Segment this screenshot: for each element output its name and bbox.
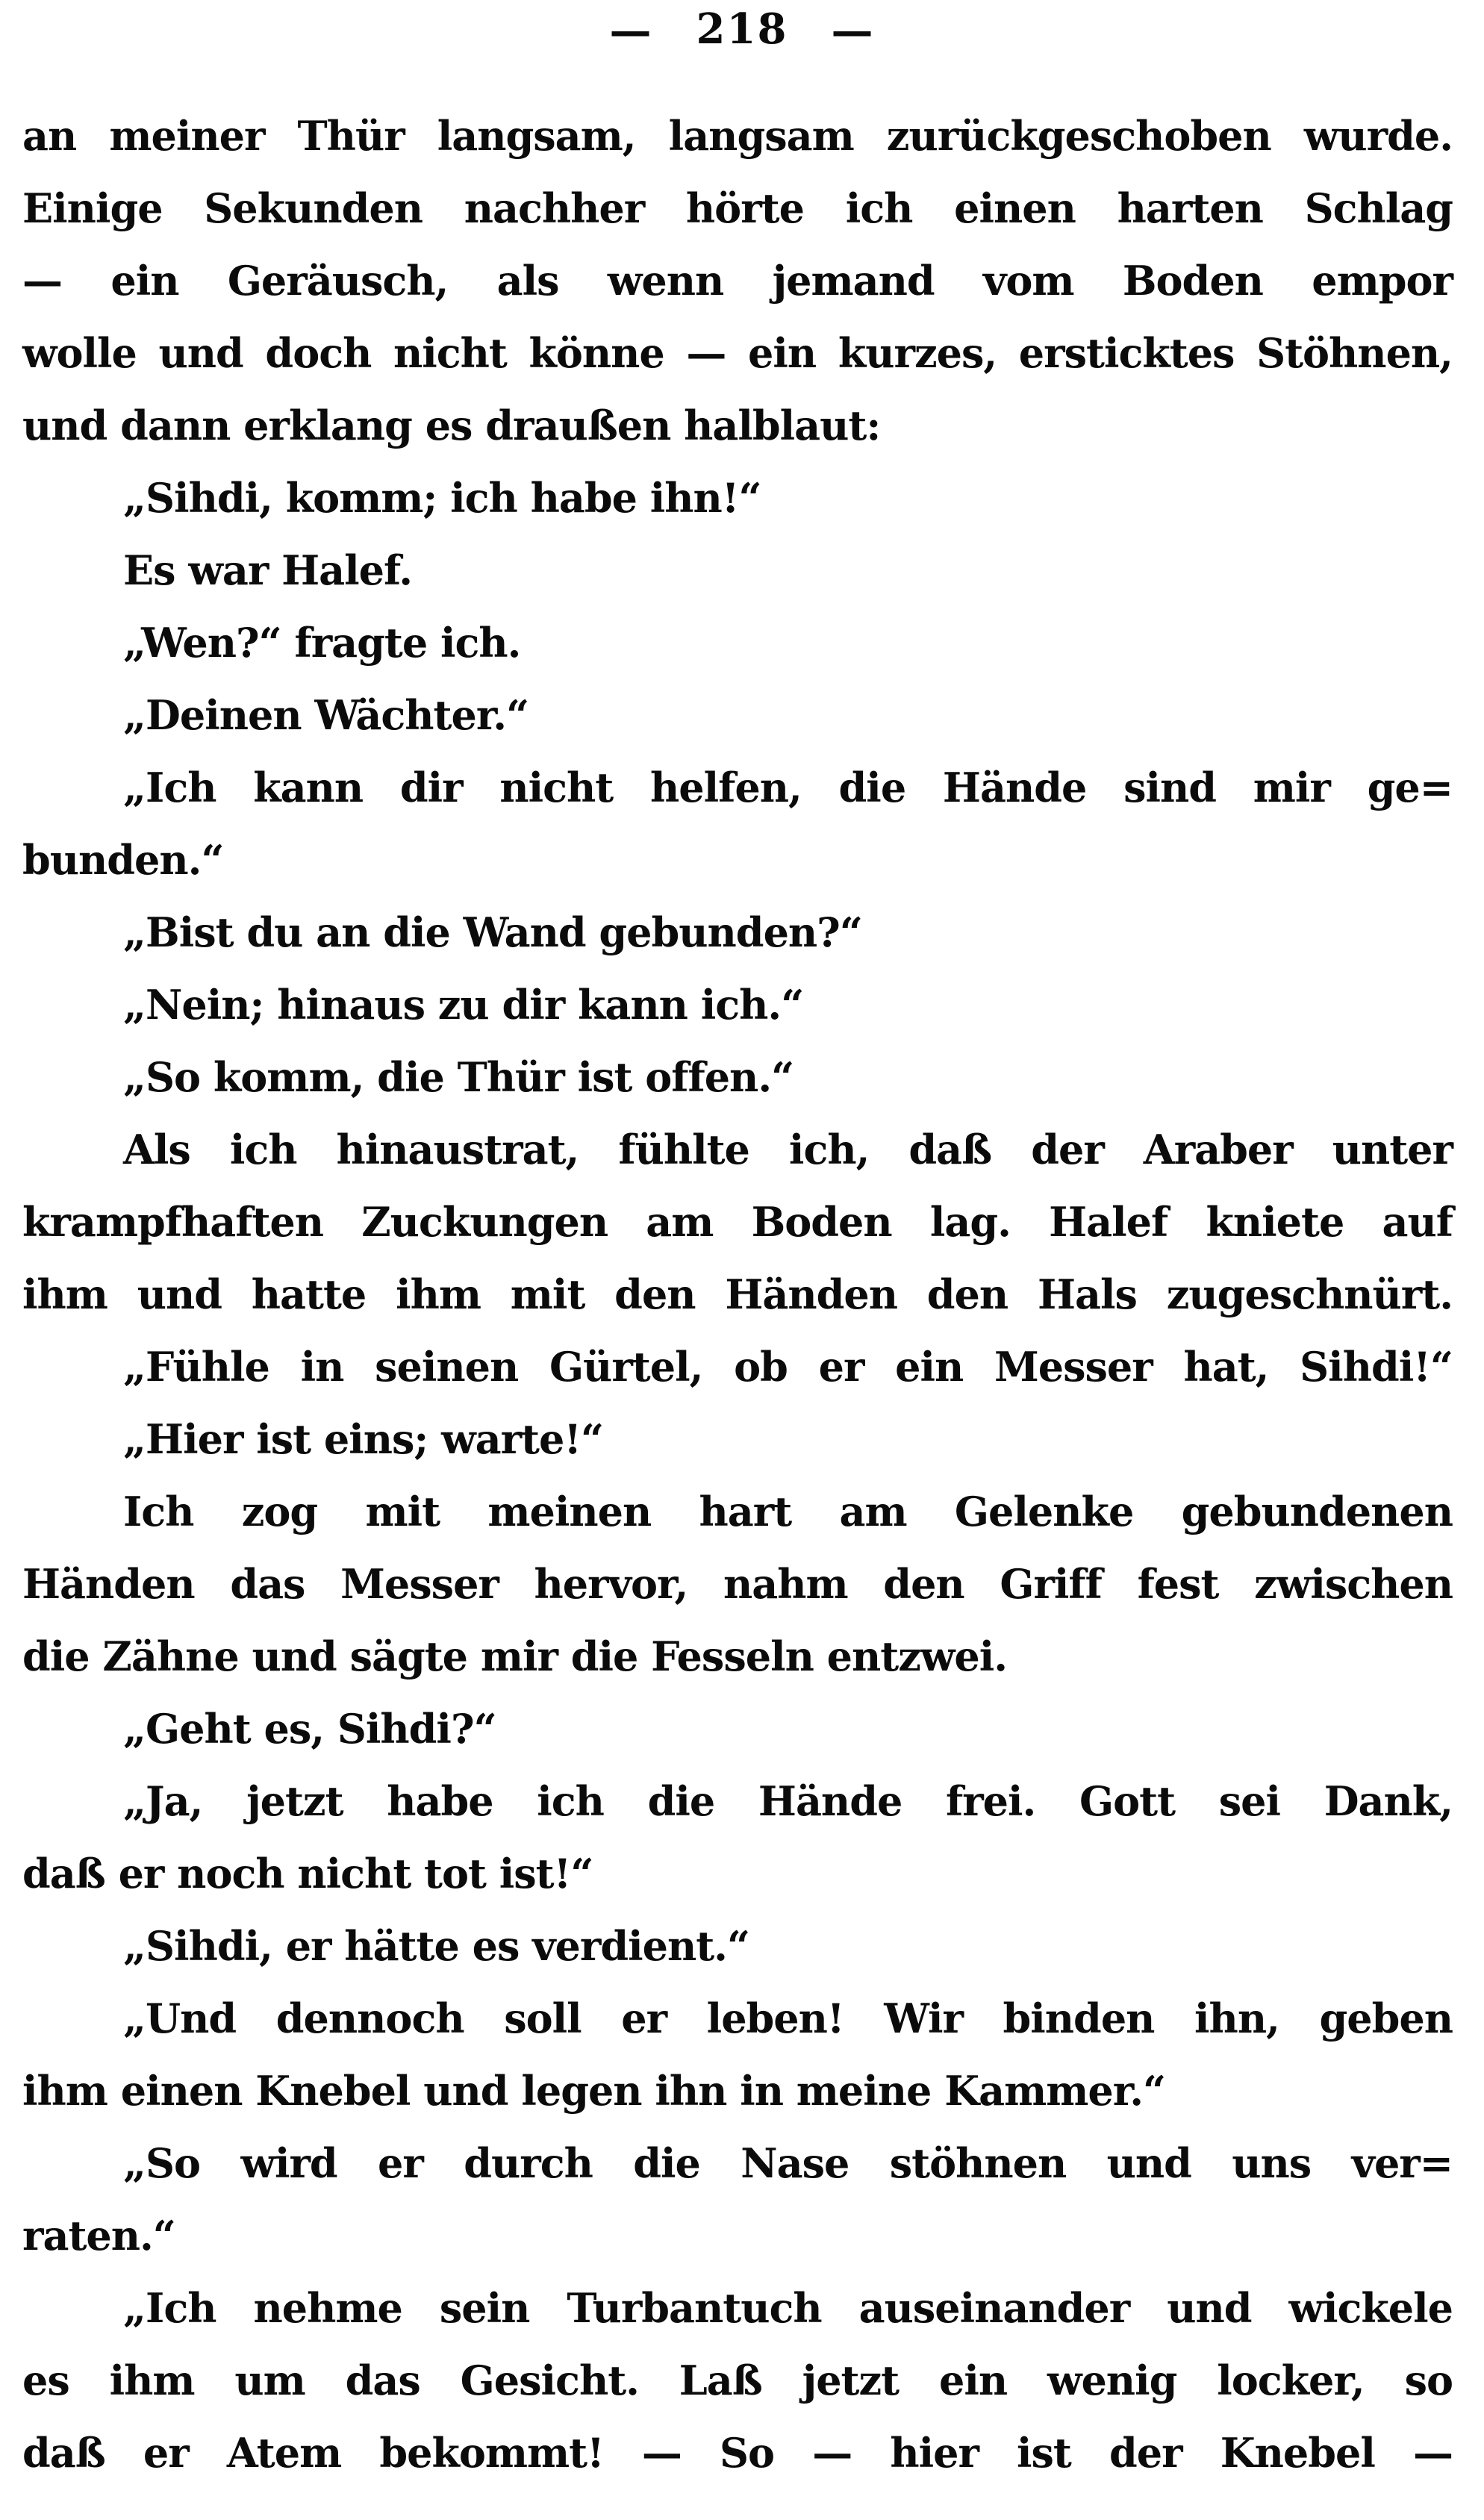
text-line: und dann erklang es draußen halblaut: — [22, 402, 881, 449]
text-line: Einige Sekunden nachher hörte ich einen harten Schlag — [22, 184, 1453, 232]
text-line: „Deinen Wächter.“ — [123, 691, 529, 739]
text-line: raten.“ — [22, 2212, 175, 2259]
text-line: es ihm um das Gesicht. Laß jetzt ein wenig locker, so — [22, 2357, 1453, 2404]
text-line: die Zähne und sägte mir die Fesseln entzwei. — [22, 1632, 1008, 1680]
text-line: Händen das Messer hervor, nahm den Griff fest zwischen — [22, 1560, 1453, 1608]
text-line: krampfhaften Zuckungen am Boden lag. Halef kniete auf — [22, 1198, 1453, 1246]
text-line: „So komm, die Thür ist offen.“ — [123, 1053, 794, 1101]
text-line: „Hier ist eins; warte!“ — [123, 1415, 604, 1463]
text-line: — ein Geräusch, als wenn jemand vom Boden empor — [22, 257, 1453, 305]
text-line: ihm und hatte ihm mit den Händen den Hals zugeschnürt. — [22, 1270, 1453, 1318]
page-number: 218 — [696, 4, 788, 54]
header-dash-left: — — [609, 6, 653, 55]
text-line: „Ich kann dir nicht helfen, die Hände sind mir ge= — [123, 764, 1453, 811]
text-line: „Bist du an die Wand gebunden?“ — [123, 908, 862, 956]
text-line: „Ja, jetzt habe ich die Hände frei. Gott sei Dank, — [123, 1777, 1453, 1825]
text-line: „Geht es, Sihdi?“ — [123, 1705, 496, 1753]
page-header — [0, 0, 1484, 54]
text-line: bunden.“ — [22, 836, 224, 884]
text-line: „Wen?“ fragte ich. — [123, 619, 521, 667]
text-line: wolle und doch nicht könne — ein kurzes, ersticktes Stöhnen, — [22, 329, 1453, 377]
text-line: „So wird er durch die Nase stöhnen und uns ver= — [123, 2139, 1453, 2187]
text-line: „Sihdi, komm; ich habe ihn!“ — [123, 474, 761, 522]
text-line: „Fühle in seinen Gürtel, ob er ein Messer hat, Sihdi!“ — [123, 1343, 1453, 1391]
text-line: an meiner Thür langsam, langsam zurückgeschoben wurde. — [22, 112, 1453, 160]
text-line: Als ich hinaustrat, fühlte ich, daß der Araber unter — [123, 1126, 1453, 1173]
text-line: „Ich nehme sein Turbantuch auseinander und wickele — [123, 2284, 1453, 2332]
text-line: ihm einen Knebel und legen ihn in meine Kammer.“ — [22, 2067, 1166, 2115]
text-line: daß er noch nicht tot ist!“ — [22, 1850, 593, 1897]
text-lines — [0, 100, 1484, 2489]
header-dash-right: — — [831, 6, 875, 55]
text-line: daß er Atem bekommt! — So — hier ist der Knebel — — [22, 2429, 1453, 2477]
text-line: Es war Halef. — [123, 546, 413, 594]
text-line: Ich zog mit meinen hart am Gelenke gebundenen — [123, 1488, 1453, 1535]
text-line: „Und dennoch soll er leben! Wir binden ihn, geben — [123, 1995, 1453, 2042]
text-line: „Sihdi, er hätte es verdient.“ — [123, 1922, 750, 1970]
text-line: „Nein; hinaus zu dir kann ich.“ — [123, 981, 804, 1029]
